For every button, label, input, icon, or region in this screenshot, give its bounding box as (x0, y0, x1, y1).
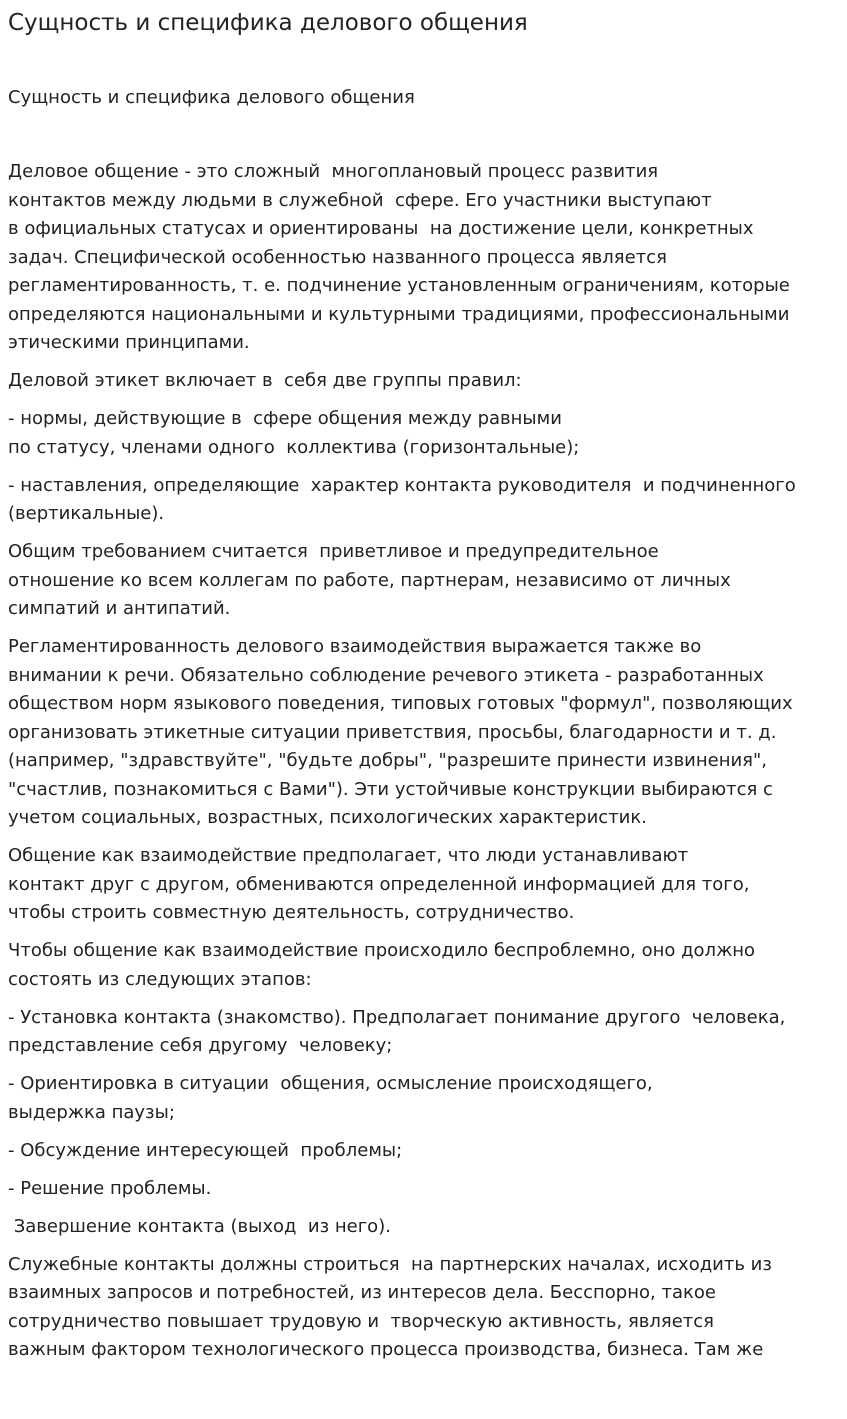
paragraph-interaction: Общение как взаимодействие предполагает, что люди устанавливают контакт друг с другом, обмениваются определенной информацией для того, чтобы строить совместную деятельность, сотрудничество. (8, 845, 750, 923)
paragraph-speech-etiquette: Регламентированность делового взаимодействия выражается также во внимании к речи. Обязательно соблюдение речевого этикета - разработанных обществом норм языкового поведения, типовых готовых "формул", позволяющих организовать этикетные ситуации приветствия, просьбы, благодарности и т. д. (например, "здравствуйте", "будьте добры", "разрешите принести извинения", "счастлив, познакомиться с Вами"). Эти устойчивые конструкции выбираются с учетом социальных, возрастных, психологических характеристик. (8, 636, 793, 828)
paragraph-stage-completion: Завершение контакта (выход из него). (8, 1215, 391, 1237)
section-heading: Сущность и специфика делового общения (8, 87, 415, 108)
paragraph-etiquette-rules: Деловой этикет включает в себя две группы правил: (8, 370, 522, 391)
article-body (8, 158, 839, 1365)
paragraph-horizontal-norms: - нормы, действующие в сфере общения между равными по статусу, членами одного коллектива (горизонтальные); (8, 408, 580, 458)
paragraph-general-requirement: Общим требованием считается приветливое и предупредительное отношение ко всем коллегам по работе, партнерам, независимо от личных симпатий и антипатий. (8, 541, 731, 619)
paragraph-definition: Деловое общение - это сложный многоплановый процесс развития контактов между людьми в служебной сфере. Его участники выступают в официальных статусах и ориентированы на достижение цели, конкретных задач. Специфической особенностью названного процесса является регламентированность, т. е. подчинение установленным ограничениям, которые определяются национальными и культурными традициями, профессиональными этическими принципами. (8, 161, 790, 353)
paragraph-stage-contact: - Установка контакта (знакомство). Предполагает понимание другого человека, представление себя другому человеку; (8, 1006, 786, 1056)
paragraph-service-contacts: Служебные контакты должны строиться на партнерских началах, исходить из взаимных запросов и потребностей, из интересов дела. Бесспорно, такое сотрудничество повышает трудовую и творческую активность, является важным фактором технологического процесса производства, бизнеса. Там же (8, 1253, 772, 1360)
paragraph-stages-intro: Чтобы общение как взаимодействие происходило беспроблемно, оно должно состоять из следующих этапов: (8, 940, 756, 990)
paragraph-stage-discussion: - Обсуждение интересующей проблемы; (8, 1139, 403, 1161)
paragraph-stage-solution: - Решение проблемы. (8, 1177, 212, 1199)
paragraph-vertical-norms: - наставления, определяющие характер контакта руководителя и подчиненного (вертикальные). (8, 474, 796, 524)
page-title: Сущность и специфика делового общения (8, 10, 528, 36)
paragraph-stage-orientation: - Ориентировка в ситуации общения, осмысление происходящего, выдержка паузы; (8, 1073, 653, 1123)
